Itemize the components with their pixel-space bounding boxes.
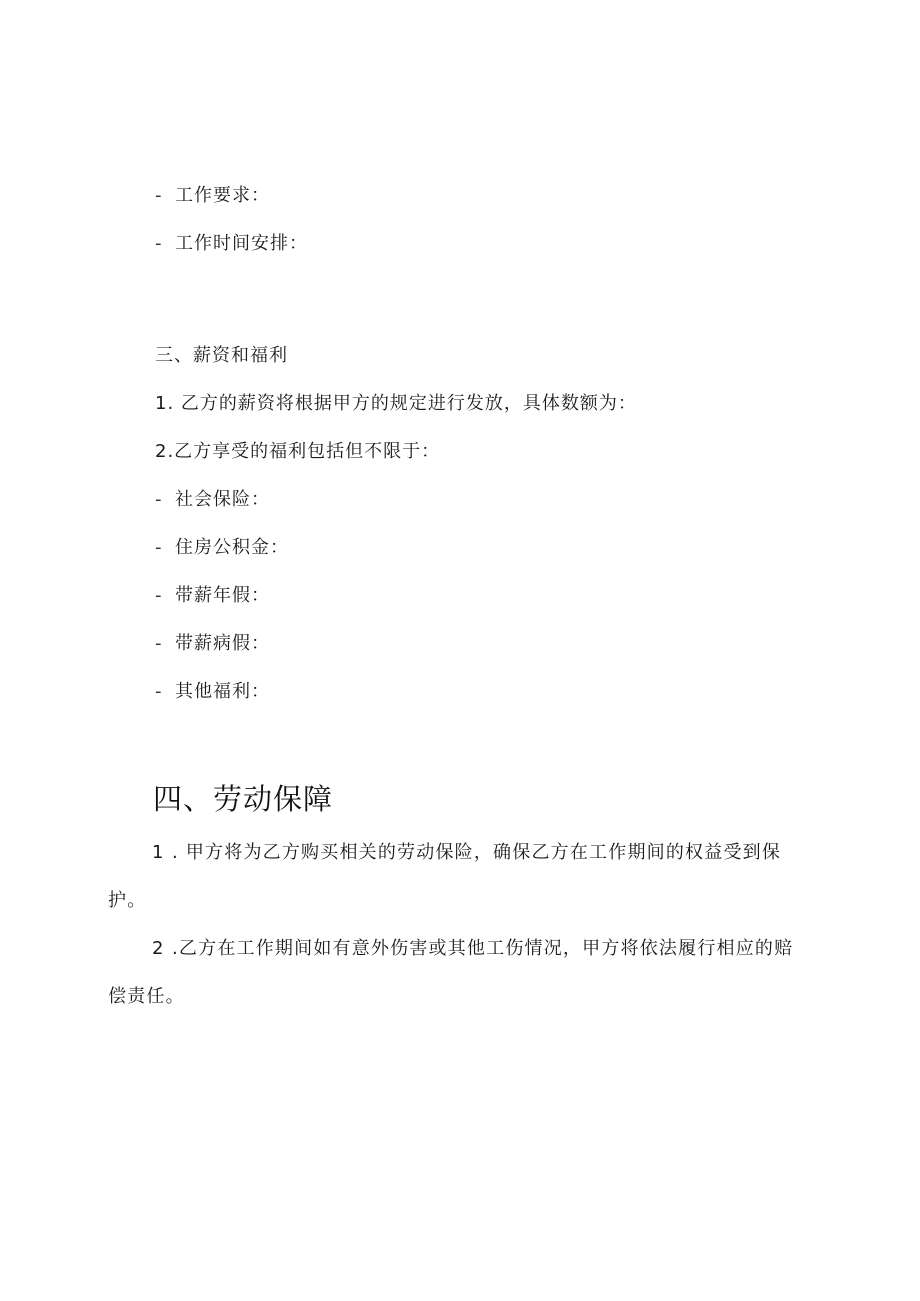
list-dash: -: [155, 537, 163, 558]
list-item-text: 工作时间安排：: [175, 233, 308, 254]
clause-paragraph: [108, 829, 798, 925]
list-dash: -: [155, 233, 163, 254]
list-item-text: 住房公积金：: [175, 537, 289, 558]
list-item: [155, 681, 270, 703]
paragraph: 1. 乙方的薪资将根据甲方的规定进行发放，具体数额为：: [155, 393, 637, 414]
list-item-text: 带薪病假：: [175, 633, 270, 654]
list-item: [155, 185, 270, 207]
list-item-text: 社会保险：: [175, 489, 270, 510]
clause-text: .乙方在工作期间如有意外伤害或其他工伤情况，甲方将依法履行相应的赔偿责任。: [108, 938, 794, 1007]
list-item-text: 工作要求：: [175, 185, 270, 206]
clause-number: 1: [152, 842, 165, 863]
list-item: [155, 233, 308, 255]
list-dash: -: [155, 185, 163, 206]
paragraph: 2.乙方享受的福利包括但不限于：: [155, 441, 441, 462]
list-item: [155, 537, 289, 559]
list-item-text: 带薪年假：: [175, 585, 270, 606]
section-heading: 三、薪资和福利: [155, 345, 288, 366]
section-heading: 四、劳动保障: [153, 782, 334, 816]
list-dash: -: [155, 489, 163, 510]
list-item: [155, 633, 270, 655]
list-dash: -: [155, 585, 163, 606]
clause-paragraph: [108, 925, 798, 1021]
list-item: [155, 489, 270, 511]
list-dash: -: [155, 681, 163, 702]
clause-number: 2: [152, 938, 165, 959]
list-dash: -: [155, 633, 163, 654]
list-item: [155, 585, 270, 607]
clause-text: . 甲方将为乙方购买相关的劳动保险，确保乙方在工作期间的权益受到保护。: [108, 842, 782, 911]
list-item-text: 其他福利：: [175, 681, 270, 702]
